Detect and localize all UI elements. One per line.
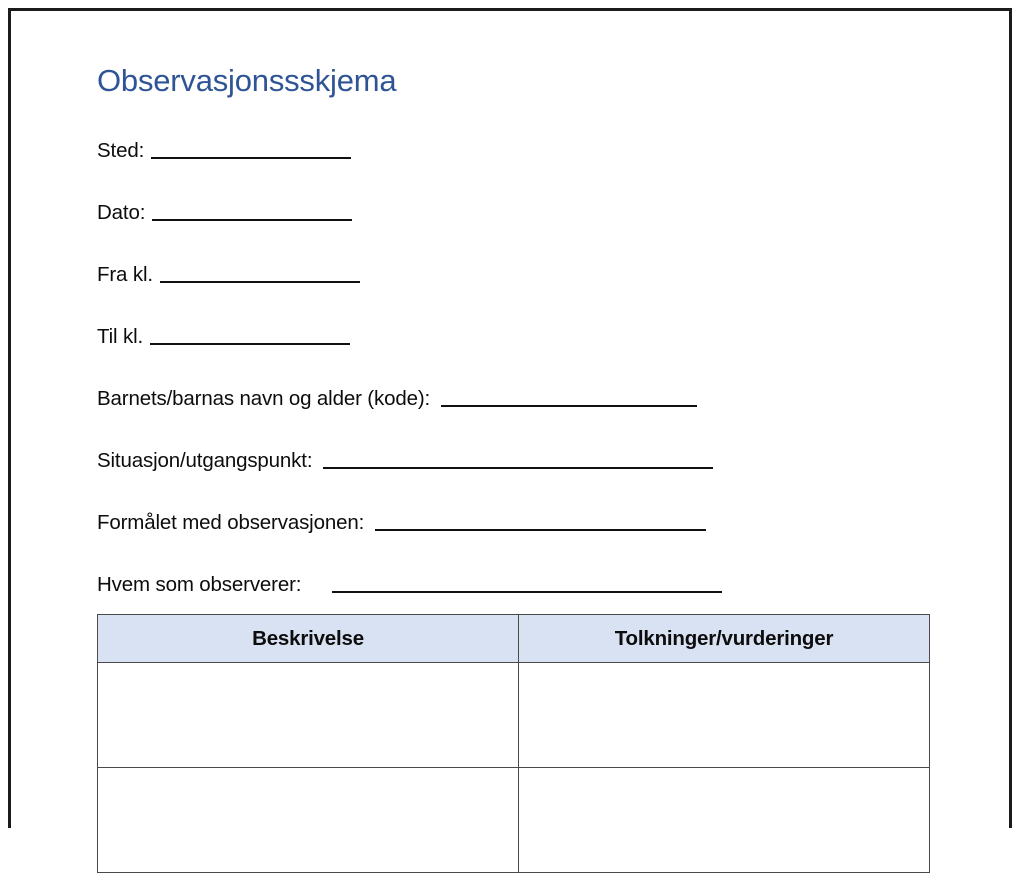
form-field-blank-line[interactable] (150, 343, 350, 345)
form-field-row (97, 443, 713, 473)
form-field-label: Dato: (97, 201, 146, 224)
form-field-row (97, 505, 706, 535)
form-field-blank-line[interactable] (152, 219, 352, 221)
form-field-blank-line[interactable] (151, 157, 351, 159)
document-body (11, 11, 1015, 831)
form-field-row (97, 133, 351, 163)
form-field-label: Sted: (97, 139, 145, 162)
form-field-row (97, 319, 350, 349)
form-field-blank-line[interactable] (441, 405, 697, 407)
form-field-blank-line[interactable] (323, 467, 713, 469)
form-field-row (97, 567, 722, 597)
form-field-label: Barnets/barnas navn og alder (kode): (97, 387, 431, 410)
table-cell[interactable] (98, 768, 519, 873)
table-header (98, 615, 930, 663)
table-row (98, 663, 930, 768)
form-field-blank-line[interactable] (332, 591, 722, 593)
table-cell[interactable] (519, 663, 930, 768)
observation-table (97, 614, 930, 873)
form-field-row (97, 381, 697, 411)
form-field-row (97, 195, 352, 225)
form-field-label: Til kl. (97, 325, 144, 348)
form-field-row (97, 257, 360, 287)
form-field-blank-line[interactable] (375, 529, 706, 531)
table-cell[interactable] (98, 663, 519, 768)
page-border-frame (8, 8, 1012, 828)
form-field-blank-line[interactable] (160, 281, 360, 283)
table-cell[interactable] (519, 768, 930, 873)
form-field-label: Fra kl. (97, 263, 153, 286)
column-header-tolkninger: Tolkninger/vurderinger (519, 615, 930, 663)
page-title: Observasjonssskjema (97, 63, 397, 98)
table-row (98, 768, 930, 873)
table-header-row (98, 615, 930, 663)
table-body (98, 663, 930, 873)
column-header-beskrivelse: Beskrivelse (98, 615, 519, 663)
form-field-label: Situasjon/utgangspunkt: (97, 449, 313, 472)
form-field-label: Formålet med observasjonen: (97, 511, 365, 534)
form-field-label: Hvem som observerer: (97, 573, 302, 596)
